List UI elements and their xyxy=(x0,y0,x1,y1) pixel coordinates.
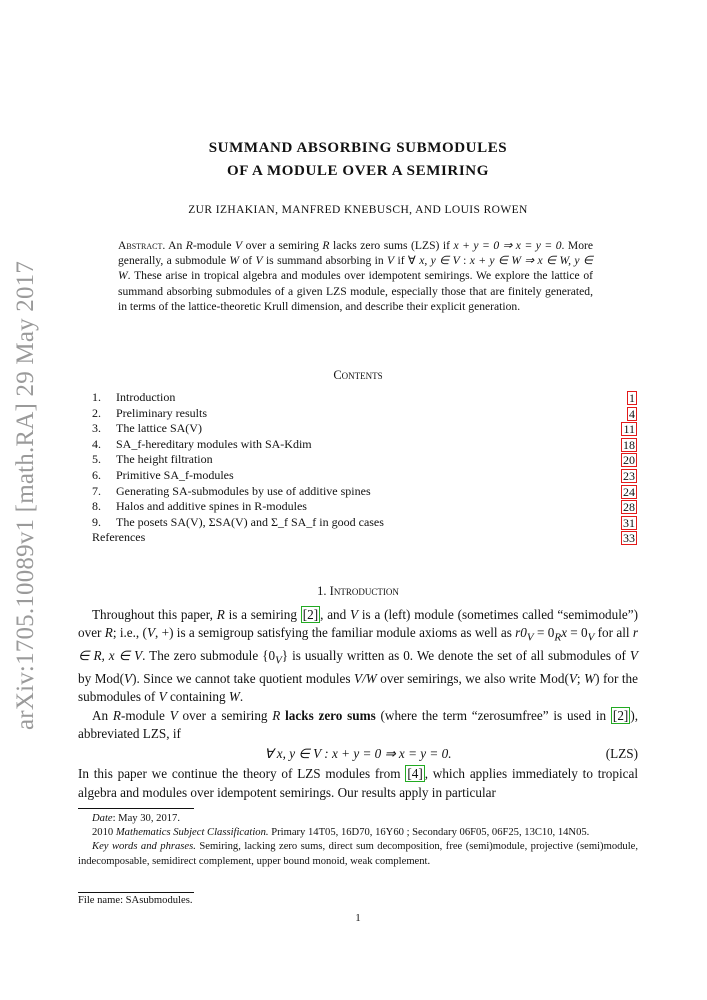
toc-page-link[interactable]: 23 xyxy=(623,468,635,483)
paragraph: Throughout this paper, R is a semiring [2] , and V is a (left) module (sometimes called “semimodule”) over R; i.e., (V, +) is a semigroup satisfying the familiar module axioms as well as $r0_V = 0_Rx = 0_V$ for all r ∈ R, x ∈ V. The zero submodule $\{0_V\}$ is usually written as 0. We denote the set of all submodules of V by Mod(V). Since we cannot take quotient modules V/W over semirings, we also write Mod(V; W) for the submodules of V containing W. xyxy=(78,607,639,705)
contents-heading: Contents xyxy=(333,368,383,382)
footnote-date: Date: May 30, 2017. xyxy=(92,813,180,824)
toc-entry[interactable]: 2. Preliminary results 4 xyxy=(92,405,635,421)
toc-entry[interactable]: 3. The lattice SA(V) 11 xyxy=(92,421,635,437)
footnote-keywords: Key words and phrases. Semiring, lacking zero sums, direct sum decomposition, free (semi)module, projective (semi)module, indecomposable, semidirect complement, upper bound monoid, weak complement. xyxy=(78,841,638,867)
toc-page-link[interactable]: 31 xyxy=(623,515,635,530)
toc-entry-references[interactable]: References 33 xyxy=(92,530,635,546)
equation-body: ∀ x, y ∈ V : x + y = 0 ⇒ x = y = 0. xyxy=(264,746,452,762)
paragraph: In this paper we continue the theory of LZS modules from [4] , which applies immediately to tropical algebra and modules over idempotent semirings. Our results apply in particular xyxy=(78,766,638,800)
toc-page-link[interactable]: 33 xyxy=(623,531,635,546)
table-of-contents xyxy=(92,390,637,546)
citation-link[interactable]: [4] xyxy=(407,766,423,782)
toc-page-link[interactable]: 24 xyxy=(623,484,635,499)
footnote-msc: 2010 Mathematics Subject Classification. Primary 14T05, 16D70, 16Y60 ; Secondary 06F05, 06F25, 13C10, 14N05. xyxy=(92,827,590,839)
toc-page-link[interactable]: 4 xyxy=(629,406,635,421)
footnote-rule xyxy=(78,892,194,893)
footnotes xyxy=(78,812,638,869)
toc-entry[interactable]: 4. SA_f-hereditary modules with SA-Kdim 18 xyxy=(92,436,635,452)
arxiv-identifier-stamp xyxy=(10,230,46,730)
paper-authors: ZUR IZHAKIAN, MANFRED KNEBUSCH, AND LOUIS ROWEN xyxy=(188,204,528,216)
toc-entry[interactable]: 6. Primitive SA_f-modules 23 xyxy=(92,467,635,483)
footnote-rule xyxy=(78,808,194,809)
file-name-note: File name: SAsubmodules. xyxy=(78,895,193,906)
page-number: 1 xyxy=(355,912,361,924)
toc-page-link[interactable]: 20 xyxy=(623,453,635,468)
paper-title-line-1: SUMMAND ABSORBING SUBMODULES xyxy=(208,140,508,156)
citation-link[interactable]: [2] xyxy=(302,607,319,622)
toc-entry[interactable]: 8. Halos and additive spines in R-modules 28 xyxy=(92,499,635,515)
paragraph: An R-module V over a semiring R lacks zero sums (where the term “zerosumfree” is used in [2] ), abbreviated LZS, if xyxy=(78,707,639,742)
toc-entry[interactable]: 9. The posets SA(V), ΣSA(V) and Σ_f SA_f in good cases 31 xyxy=(92,514,635,530)
lzs-equation xyxy=(78,743,638,765)
toc-page-link[interactable]: 1 xyxy=(629,391,635,405)
abstract: Abstract. An R-module V over a semiring R lacks zero sums (LZS) if x + y = 0 ⇒ x = y = 0. More generally, a submodule W of V is summand absorbing in V if ∀ x, y ∈ V : x + y ∈ W ⇒ x ∈ W, y ∈ W. These arise in tropical algebra and modules over idempotent semirings. We explore the lattice of summand absorbing submodules of a given LZS module, especially those that are finitely generated, in terms of the lattice-theoretic Krull dimension, and describe their explicit generation. xyxy=(118,239,593,313)
equation-tag: (LZS) xyxy=(605,746,638,762)
toc-page-link[interactable]: 18 xyxy=(623,437,635,452)
toc-page-link[interactable]: 11 xyxy=(623,422,635,437)
abstract-label: Abstract. xyxy=(118,239,166,252)
toc-page-link[interactable]: 28 xyxy=(623,500,635,515)
toc-entry[interactable]: 5. The height filtration 20 xyxy=(92,452,635,468)
paper-title-line-2: OF A MODULE OVER A SEMIRING xyxy=(227,163,489,179)
toc-entry[interactable]: 7. Generating SA-submodules by use of additive spines 24 xyxy=(92,483,635,499)
section-heading-introduction: 1. Introduction xyxy=(317,584,399,598)
toc-entry[interactable]: 1. Introduction 1 xyxy=(92,390,635,405)
citation-link[interactable]: [2] xyxy=(612,707,629,723)
introduction-body xyxy=(78,606,638,802)
arxiv-identifier-text: arXiv:1705.10089v1 [math.RA] 29 May 2017 xyxy=(12,260,39,730)
